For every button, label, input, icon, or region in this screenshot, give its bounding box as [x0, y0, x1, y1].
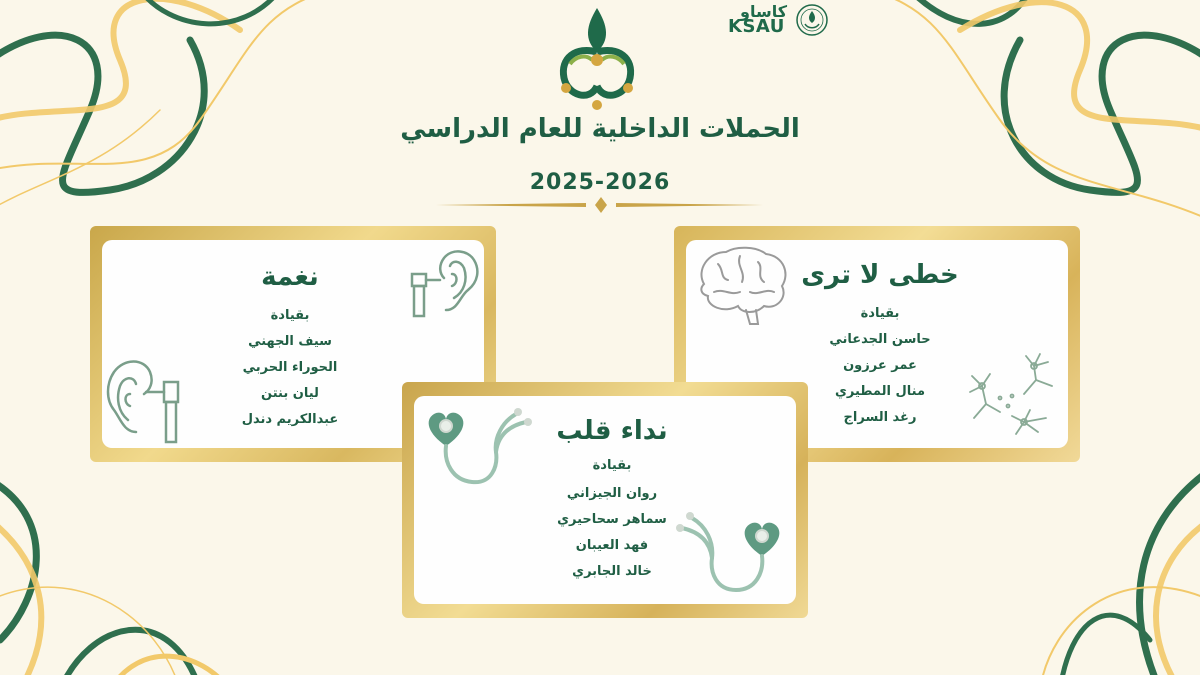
heart-stethoscope-icon: [670, 500, 786, 598]
ear-otoscope-icon: [102, 346, 186, 446]
member-name: حاسن الجدعاني: [829, 332, 931, 347]
member-name: الحوراء الحربي: [242, 360, 338, 375]
ksau-english-wordmark: KSAU: [728, 16, 785, 37]
member-name: روان الجيزاني: [566, 486, 658, 501]
university-emblem-icon: [556, 6, 638, 112]
heart-stethoscope-icon: [422, 402, 534, 494]
campaign-title: نغمة: [261, 262, 319, 292]
member-name: خالد الجابري: [572, 564, 652, 579]
lead-label: بقيادة: [592, 458, 632, 473]
member-name: سماهر سحاحيري: [557, 512, 667, 527]
ear-otoscope-icon: [406, 244, 484, 320]
neurons-icon: [964, 348, 1064, 444]
ksau-arabic-wordmark: كاساو: [740, 2, 787, 21]
ksau-logo: [726, 2, 830, 42]
member-name: عبدالكريم دندل: [241, 412, 339, 427]
member-name: فهد العيبان: [575, 538, 649, 553]
campaign-title: نداء قلب: [556, 416, 668, 446]
brain-icon: [694, 244, 790, 328]
member-name: رغد السراج: [843, 410, 917, 425]
lead-label: بقيادة: [860, 306, 900, 321]
academic-year: 2025-2026: [529, 170, 671, 195]
member-name: منال المطيري: [834, 384, 926, 399]
member-name: عمر عرزون: [843, 358, 917, 373]
member-name: سيف الجهني: [248, 334, 332, 349]
member-name: ليان بنتن: [261, 386, 319, 401]
page-title: الحملات الداخلية للعام الدراسي: [400, 114, 800, 144]
university-seal-icon: [796, 4, 828, 36]
campaign-title: خطى لا ترى: [801, 260, 959, 290]
campaign-card-nida: [402, 382, 808, 618]
title-divider: [436, 196, 766, 214]
lead-label: بقيادة: [270, 308, 310, 323]
